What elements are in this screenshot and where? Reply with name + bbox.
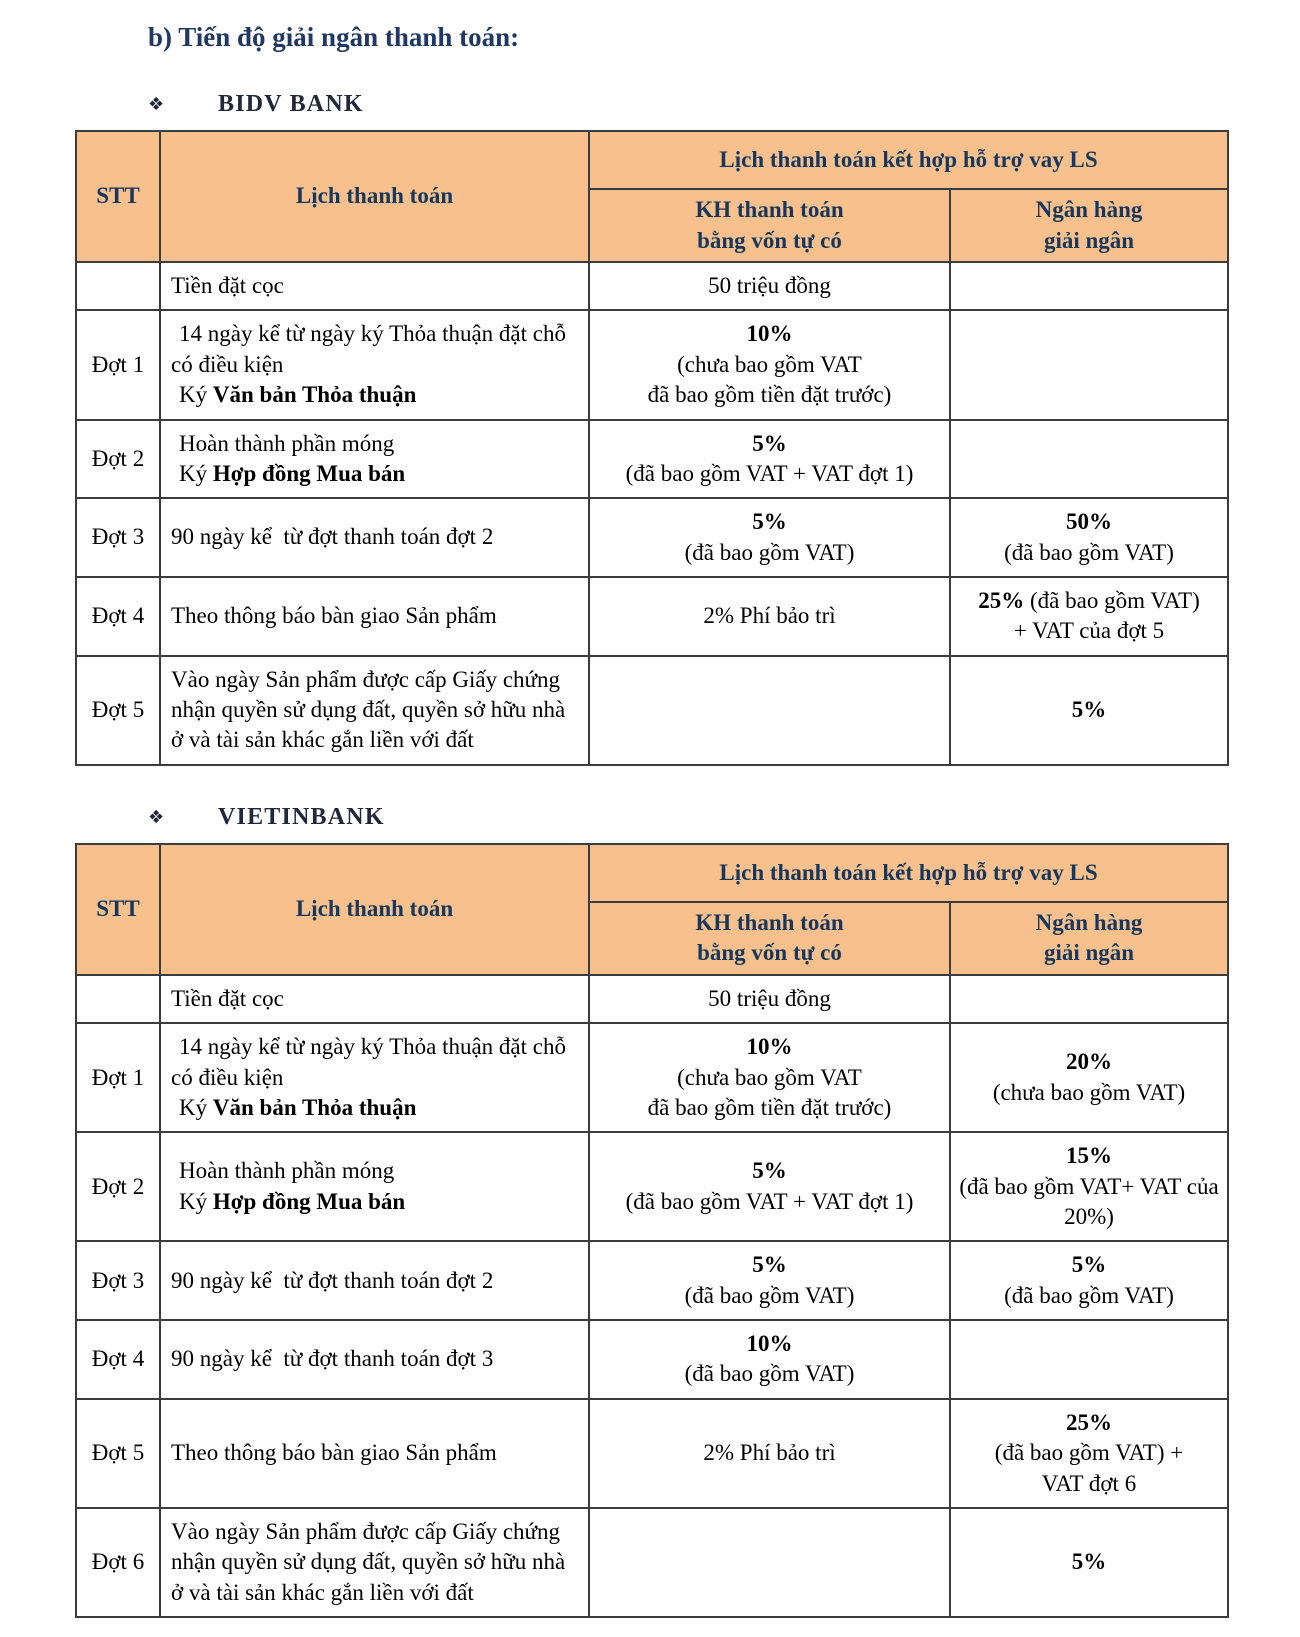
cell-line [598,1250,941,1280]
table-row [76,1241,1228,1320]
cell-stt: Đợt 5 [76,656,160,765]
cell-line [171,429,580,459]
cell-line [959,695,1219,725]
cell-line [171,1344,580,1374]
header-bank-line1: Ngân hàng [1035,197,1143,223]
cell-sched [160,1132,589,1241]
cell-text-bold: 25% [1066,1409,1112,1435]
cell-text: (chưa bao gồm VAT [677,351,862,377]
cell-line [959,1078,1219,1108]
header-row-1 [76,131,1228,189]
cell-bank [950,1132,1228,1241]
table-row [76,498,1228,577]
cell-text-bold: Văn bản Thỏa thuận [212,1094,417,1120]
cell-text: (đã bao gồm VAT) [684,1282,855,1308]
cell-text: Tiền đặt cọc [171,985,284,1011]
page-title: b) Tiến độ giải ngân thanh toán: [148,22,520,52]
table-row [76,1023,1228,1132]
cell-text: Ký [179,1094,213,1120]
cell-text: đã bao gồm tiền đặt trước) [647,382,892,408]
cell-text: (đã bao gồm VAT+ VAT của 20%) [959,1173,1225,1229]
cell-line [959,1469,1219,1499]
cell-text: VAT đợt 6 [1041,1470,1137,1496]
cell-text: (đã bao gồm VAT) [684,1361,855,1387]
diamond-bullet-icon: ❖ [148,94,165,115]
bank-name-vietinbank: VIETINBANK [218,803,385,830]
cell-line [959,1547,1219,1577]
diamond-bullet-icon: ❖ [148,806,165,828]
cell-stt: Đợt 6 [76,1508,160,1617]
table-row [76,1399,1228,1508]
cell-cust [589,498,950,577]
bank-heading-bidv [148,91,1300,118]
cell-line [598,429,941,459]
table-row [76,420,1228,499]
cell-line [171,601,580,631]
cell-stt: Đợt 4 [76,577,160,656]
cell-line [598,1359,941,1389]
cell-text-bold: Văn bản Thỏa thuận [212,382,417,408]
cell-bank [950,1241,1228,1320]
cell-line [598,350,941,380]
header-customer [589,189,950,262]
cell-line [959,507,1219,537]
cell-line [598,1281,941,1311]
cell-line [171,319,580,380]
header-customer-line2: bằng vốn tự có [697,227,842,253]
cell-line [171,1438,580,1468]
bidv-payment-table [75,130,1229,766]
cell-line [598,1187,941,1217]
cell-cust [589,1508,950,1617]
cell-sched [160,656,589,765]
header-row-1 [76,844,1228,902]
cell-line [171,522,580,552]
cell-line [598,1063,941,1093]
cell-line [959,1438,1219,1468]
cell-bank [950,1508,1228,1617]
header-bank [950,902,1228,975]
cell-text: (đã bao gồm VAT) [1004,1282,1174,1308]
cell-text-bold: 5% [1071,1252,1107,1278]
cell-text: 90 ngày kể từ đợt thanh toán đợt 3 [171,1346,494,1372]
cell-stt: Đợt 1 [76,310,160,419]
cell-line [959,538,1219,568]
cell-sched [160,1508,589,1617]
cell-text-bold: 5% [752,1158,787,1184]
cell-stt: Đợt 5 [76,1399,160,1508]
table-body [76,262,1228,765]
cell-line [171,1187,580,1217]
cell-text-bold: 20% [1066,1049,1112,1075]
cell-line [171,380,580,410]
header-customer-line1: KH thanh toán [695,910,844,936]
cell-line [598,380,941,410]
cell-text: (đã bao gồm VAT + VAT đợt 1) [625,1188,914,1214]
cell-line [171,459,580,489]
cell-line [171,984,580,1014]
cell-sched [160,498,589,577]
cell-text: Theo thông báo bàn giao Sản phẩm [171,1440,497,1466]
cell-cust [589,262,950,310]
cell-line [959,1047,1219,1077]
cell-cust [589,1241,950,1320]
cell-sched [160,1320,589,1399]
table-row [76,310,1228,419]
cell-text: (chưa bao gồm VAT [677,1064,862,1090]
cell-text: (đã bao gồm VAT) [684,539,855,565]
cell-text-bold: Hợp đồng Mua bán [212,1188,406,1214]
cell-text: (đã bao gồm VAT) [1024,587,1200,613]
cell-sched [160,262,589,310]
cell-bank [950,577,1228,656]
table-row [76,1132,1228,1241]
cell-text: 14 ngày kể từ ngày ký Thỏa thuận đặt chỗ có điều kiện [171,1034,572,1090]
cell-text: 90 ngày kể từ đợt thanh toán đợt 2 [171,524,494,550]
cell-text: Ký [179,460,213,486]
cell-line [598,601,941,631]
cell-line [598,1093,941,1123]
cell-line [959,1281,1219,1311]
cell-bank [950,262,1228,310]
table-row [76,656,1228,765]
cell-text: 50 triệu đồng [708,273,831,299]
cell-text: + VAT của đợt 5 [1013,618,1165,644]
cell-line [598,1438,941,1468]
table-row [76,975,1228,1023]
cell-cust [589,577,950,656]
cell-line [959,1172,1225,1233]
cell-text: Theo thông báo bàn giao Sản phẩm [171,603,497,629]
cell-text: (đã bao gồm VAT) [1004,539,1174,565]
cell-text: (đã bao gồm VAT) + [994,1440,1184,1466]
cell-text-bold: 5% [752,430,787,456]
cell-bank [950,310,1228,419]
table-header [76,844,1228,975]
cell-line [171,271,580,301]
cell-line [598,1156,941,1186]
cell-text: 14 ngày kể từ ngày ký Thỏa thuận đặt chỗ có điều kiện [171,321,572,377]
header-customer-line2: bằng vốn tự có [697,940,842,966]
cell-text: Ký [179,382,213,408]
cell-sched [160,310,589,419]
cell-bank [950,1320,1228,1399]
cell-bank [950,420,1228,499]
header-combined: Lịch thanh toán kết hợp hỗ trợ vay LS [589,131,1228,189]
cell-stt [76,262,160,310]
cell-text: 2% Phí bảo trì [703,1440,836,1466]
cell-text-bold: 5% [1071,1549,1107,1575]
cell-stt: Đợt 3 [76,498,160,577]
header-bank [950,189,1228,262]
vietinbank-payment-table [75,843,1229,1618]
cell-sched [160,1399,589,1508]
cell-sched [160,1241,589,1320]
header-schedule: Lịch thanh toán [160,131,589,262]
cell-line [959,1250,1219,1280]
cell-cust [589,656,950,765]
cell-line [598,459,941,489]
cell-text-bold: 10% [746,321,793,347]
cell-line [959,1141,1219,1171]
header-bank-line2: giải ngân [1043,227,1135,253]
cell-line [598,1032,941,1062]
cell-text-bold: 10% [746,1331,793,1357]
cell-bank [950,975,1228,1023]
table-body [76,975,1228,1617]
cell-sched [160,1023,589,1132]
header-bank-line1: Ngân hàng [1035,910,1143,936]
table-row [76,1320,1228,1399]
cell-line [598,1329,941,1359]
cell-text: Vào ngày Sản phẩm được cấp Giấy chứng nhận quyền sử dụng đất, quyền sở hữu nhà ở và tài sản khác gắn liền với đất [171,1518,571,1605]
cell-line [959,616,1219,646]
cell-text: 50 triệu đồng [708,985,831,1011]
cell-cust [589,310,950,419]
cell-line [959,1408,1219,1438]
cell-text-bold: 5% [752,1252,787,1278]
bank-heading-vietinbank [148,804,1300,831]
cell-bank [950,498,1228,577]
cell-text: đã bao gồm tiền đặt trước) [647,1094,892,1120]
cell-bank [950,656,1228,765]
cell-text-bold: 5% [1071,697,1107,723]
cell-sched [160,975,589,1023]
cell-stt: Đợt 2 [76,1132,160,1241]
cell-text-bold: Hợp đồng Mua bán [212,460,406,486]
bank-name-bidv: BIDV BANK [218,91,364,117]
table-row [76,262,1228,310]
cell-line [171,1266,580,1296]
cell-text: 90 ngày kể từ đợt thanh toán đợt 2 [171,1267,494,1293]
cell-text-bold: 10% [746,1034,793,1060]
cell-line [171,1093,580,1123]
cell-stt: Đợt 4 [76,1320,160,1399]
header-customer [589,902,950,975]
cell-text-bold: 5% [752,509,787,535]
cell-stt: Đợt 3 [76,1241,160,1320]
cell-bank [950,1023,1228,1132]
cell-line [598,538,941,568]
cell-line [959,586,1219,616]
cell-sched [160,420,589,499]
cell-cust [589,1132,950,1241]
cell-bank [950,1399,1228,1508]
cell-line [171,665,580,756]
cell-text: (đã bao gồm VAT + VAT đợt 1) [625,460,914,486]
cell-cust [589,1320,950,1399]
header-customer-line1: KH thanh toán [695,197,844,223]
cell-text: Tiền đặt cọc [171,273,284,299]
cell-line [171,1032,580,1093]
cell-stt: Đợt 2 [76,420,160,499]
cell-text-bold: 25% [978,587,1025,613]
cell-text-bold: 15% [1066,1143,1112,1169]
table-row [76,577,1228,656]
cell-line [171,1517,580,1608]
cell-stt: Đợt 1 [76,1023,160,1132]
cell-text: Hoàn thành phần móng [179,430,395,456]
cell-line [598,507,941,537]
cell-text: Ký [179,1188,213,1214]
cell-line [598,271,941,301]
cell-line [598,319,941,349]
header-combined: Lịch thanh toán kết hợp hỗ trợ vay LS [589,844,1228,902]
table-row [76,1508,1228,1617]
cell-line [598,984,941,1014]
header-stt: STT [76,131,160,262]
cell-cust [589,975,950,1023]
cell-cust [589,420,950,499]
cell-text: (chưa bao gồm VAT) [992,1079,1186,1105]
table-header [76,131,1228,262]
cell-sched [160,577,589,656]
header-bank-line2: giải ngân [1043,940,1135,966]
cell-cust [589,1023,950,1132]
header-stt: STT [76,844,160,975]
cell-text-bold: 50% [1066,509,1112,535]
cell-stt [76,975,160,1023]
cell-text: 2% Phí bảo trì [703,603,836,629]
cell-line [171,1156,580,1186]
cell-text: Vào ngày Sản phẩm được cấp Giấy chứng nhận quyền sử dụng đất, quyền sở hữu nhà ở và tài sản khác gắn liền với đất [171,666,571,753]
cell-cust [589,1399,950,1508]
cell-text: Hoàn thành phần móng [179,1158,395,1184]
header-schedule: Lịch thanh toán [160,844,589,975]
